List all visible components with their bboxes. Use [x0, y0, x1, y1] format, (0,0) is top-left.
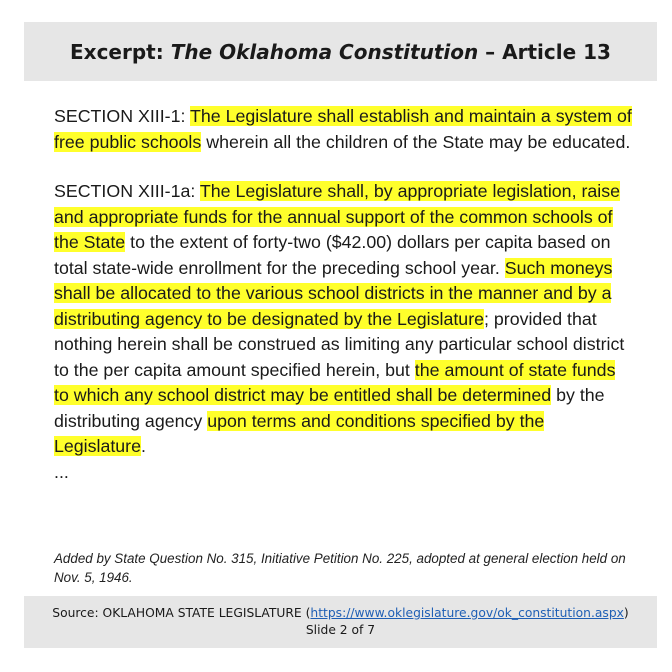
highlighted-text: The Legislature shall establish and maintain a system of free public schools [54, 106, 632, 152]
title-prefix: Excerpt: [70, 39, 171, 64]
page-title [70, 40, 611, 64]
source-footer [24, 596, 657, 648]
title-banner [24, 22, 657, 81]
highlighted-text: upon terms and conditions specified by the Legislature [54, 410, 545, 456]
highlighted-text: The Legislature shall, by appropriate legislation, raise and appropriate funds for the annual support of the common schools of the State [54, 181, 620, 252]
source-prefix: Source: OKLAHOMA STATE LEGISLATURE ( [52, 606, 311, 620]
section-text: wherein all the children of the State may be educated. [201, 131, 631, 152]
source-link[interactable]: https://www.oklegislature.gov/ok_constitution.aspx [310, 606, 624, 620]
highlighted-text: the amount of state funds to which any school district may be entitled shall be determined [54, 359, 616, 405]
section-label: SECTION XIII-1a: [54, 181, 200, 201]
amendment-note: Added by State Question No. 315, Initiative Petition No. 225, adopted at general election held on Nov. 5, 1946. [54, 551, 626, 585]
section-xiii-1 [54, 104, 634, 155]
slide-number: Slide 2 of 7 [305, 623, 376, 637]
title-italic: The Oklahoma Constitution [170, 39, 479, 64]
source-suffix: ) [623, 606, 629, 620]
section-text: to the extent of forty-two ($42.00) dollars per capita based on total state-wide enrollment for the preceding school year. [54, 232, 611, 278]
section-label: SECTION XIII-1: [54, 106, 191, 126]
source-line [24, 605, 657, 622]
ellipsis: ... [54, 461, 69, 482]
section-text: by the distributing agency [54, 385, 605, 431]
highlighted-text: Such moneys shall be allocated to the various school districts in the manner and by a distributing agency to be designated by the Legislature [54, 257, 613, 329]
section-text: ; provided that nothing herein shall be construed as limiting any particular school district to the per capita amount specified herein, but [54, 308, 625, 380]
section-text: . [141, 436, 146, 456]
section-xiii-1a [54, 179, 634, 460]
title-suffix: – Article 13 [478, 39, 611, 64]
excerpt-body [54, 104, 634, 485]
